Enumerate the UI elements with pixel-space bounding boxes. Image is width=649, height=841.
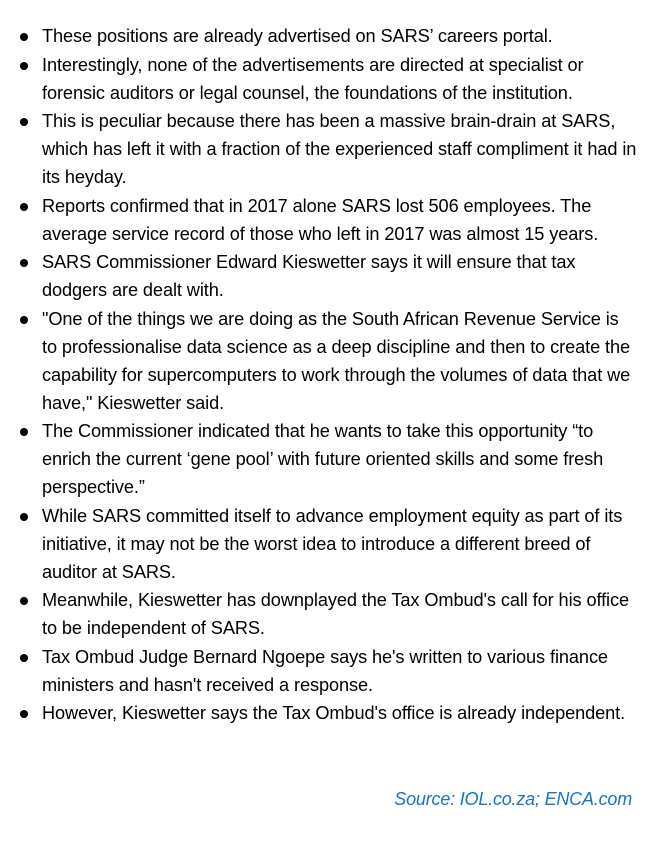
bullet-text: Tax Ombud Judge Bernard Ngoepe says he's written to various finance ministers and hasn't received a response.: [42, 646, 608, 695]
bullet-list: [0, 22, 649, 727]
bullet-dot-icon: [20, 654, 28, 662]
bullet-dot-icon: [20, 203, 28, 211]
bullet-item: [0, 22, 649, 50]
article-bullets: [0, 22, 649, 728]
bullet-text: While SARS committed itself to advance employment equity as part of its initiative, it may not be the worst idea to introduce a different breed of auditor at SARS.: [42, 505, 623, 582]
bullet-dot-icon: [20, 316, 28, 324]
bullet-text: The Commissioner indicated that he wants to take this opportunity “to enrich the current ‘gene pool’ with future oriented skills and some fresh perspective.”: [42, 421, 604, 497]
bullet-item: [0, 643, 649, 699]
bullet-item: [0, 305, 649, 417]
bullet-dot-icon: [20, 513, 28, 521]
bullet-item: [0, 51, 649, 107]
bullet-item: [0, 502, 649, 586]
bullet-text: Reports confirmed that in 2017 alone SARS lost 506 employees. The average service record of those who left in 2017 was almost 15 years.: [42, 195, 599, 244]
bullet-text: Interestingly, none of the advertisements are directed at specialist or forensic auditors or legal counsel, the foundations of the institution.: [42, 54, 584, 103]
bullet-dot-icon: [20, 597, 28, 605]
bullet-item: [0, 248, 649, 304]
bullet-dot-icon: [20, 33, 28, 41]
bullet-dot-icon: [20, 428, 28, 436]
bullet-text: These positions are already advertised on SARS’ careers portal.: [42, 26, 553, 46]
bullet-dot-icon: [20, 62, 28, 70]
bullet-dot-icon: [20, 710, 28, 718]
bullet-text: This is peculiar because there has been a massive brain-drain at SARS, which has left it with a fraction of the experienced staff compliment it had in its heyday.: [42, 111, 637, 187]
bullet-dot-icon: [20, 259, 28, 267]
bullet-text: However, Kieswetter says the Tax Ombud's office is already independent.: [42, 703, 626, 723]
bullet-text: "One of the things we are doing as the South African Revenue Service is to professionalise data science as a deep discipline and then to create the capability for supercomputers to work through the volumes of data that we have," Kieswetter said.: [42, 308, 631, 413]
bullet-item: [0, 192, 649, 248]
bullet-text: Meanwhile, Kieswetter has downplayed the Tax Ombud's call for his office to be independent of SARS.: [42, 590, 630, 638]
bullet-item: [0, 699, 649, 727]
bullet-text: SARS Commissioner Edward Kieswetter says it will ensure that tax dodgers are dealt with.: [42, 252, 576, 300]
bullet-item: [0, 586, 649, 642]
bullet-item: [0, 417, 649, 501]
source-credit: Source: IOL.co.za; ENCA.com: [394, 789, 632, 809]
bullet-item: [0, 107, 649, 191]
bullet-dot-icon: [20, 118, 28, 126]
